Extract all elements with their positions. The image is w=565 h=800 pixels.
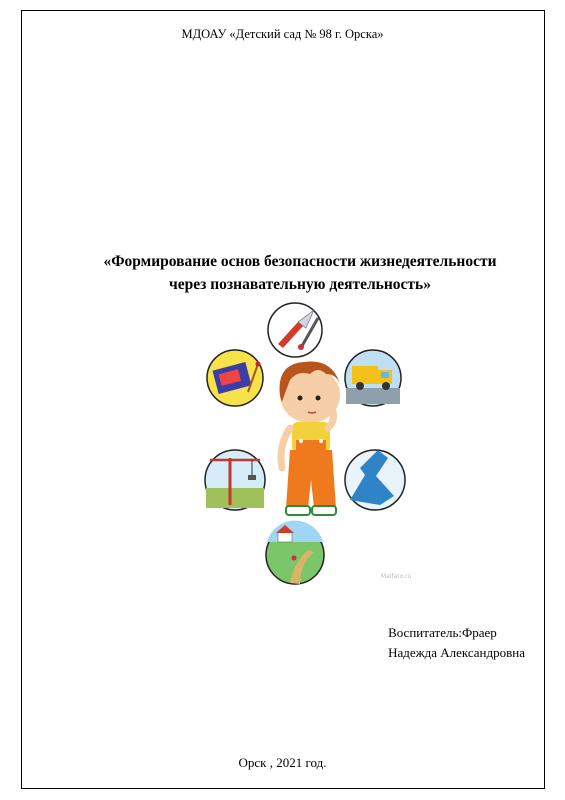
- child-figure: [280, 361, 341, 515]
- crane-icon: [205, 450, 265, 510]
- ice-river-icon: [345, 450, 405, 510]
- teacher-line-2: Надежда Александровна: [388, 645, 525, 660]
- truck-icon: [345, 350, 401, 406]
- road-icon: [266, 521, 324, 584]
- place-year-footer: Орск , 2021 год.: [238, 755, 327, 770]
- knife-scissors-icon: [268, 303, 322, 357]
- image-watermark: Malfaro.ru: [381, 573, 412, 580]
- organization-header: МДОАУ «Детский сад № 98 г. Орска»: [181, 27, 384, 41]
- title-line-2: через познавательную деятельность»: [169, 276, 431, 293]
- safety-illustration: [190, 300, 430, 590]
- matches-icon: [207, 350, 263, 406]
- title-line-1: «Формирование основ безопасности жизнедеятельности: [103, 253, 497, 270]
- teacher-line-1: Воспитатель:Фраер: [388, 625, 497, 640]
- document-title: [40, 250, 560, 296]
- teacher-info: [388, 623, 525, 663]
